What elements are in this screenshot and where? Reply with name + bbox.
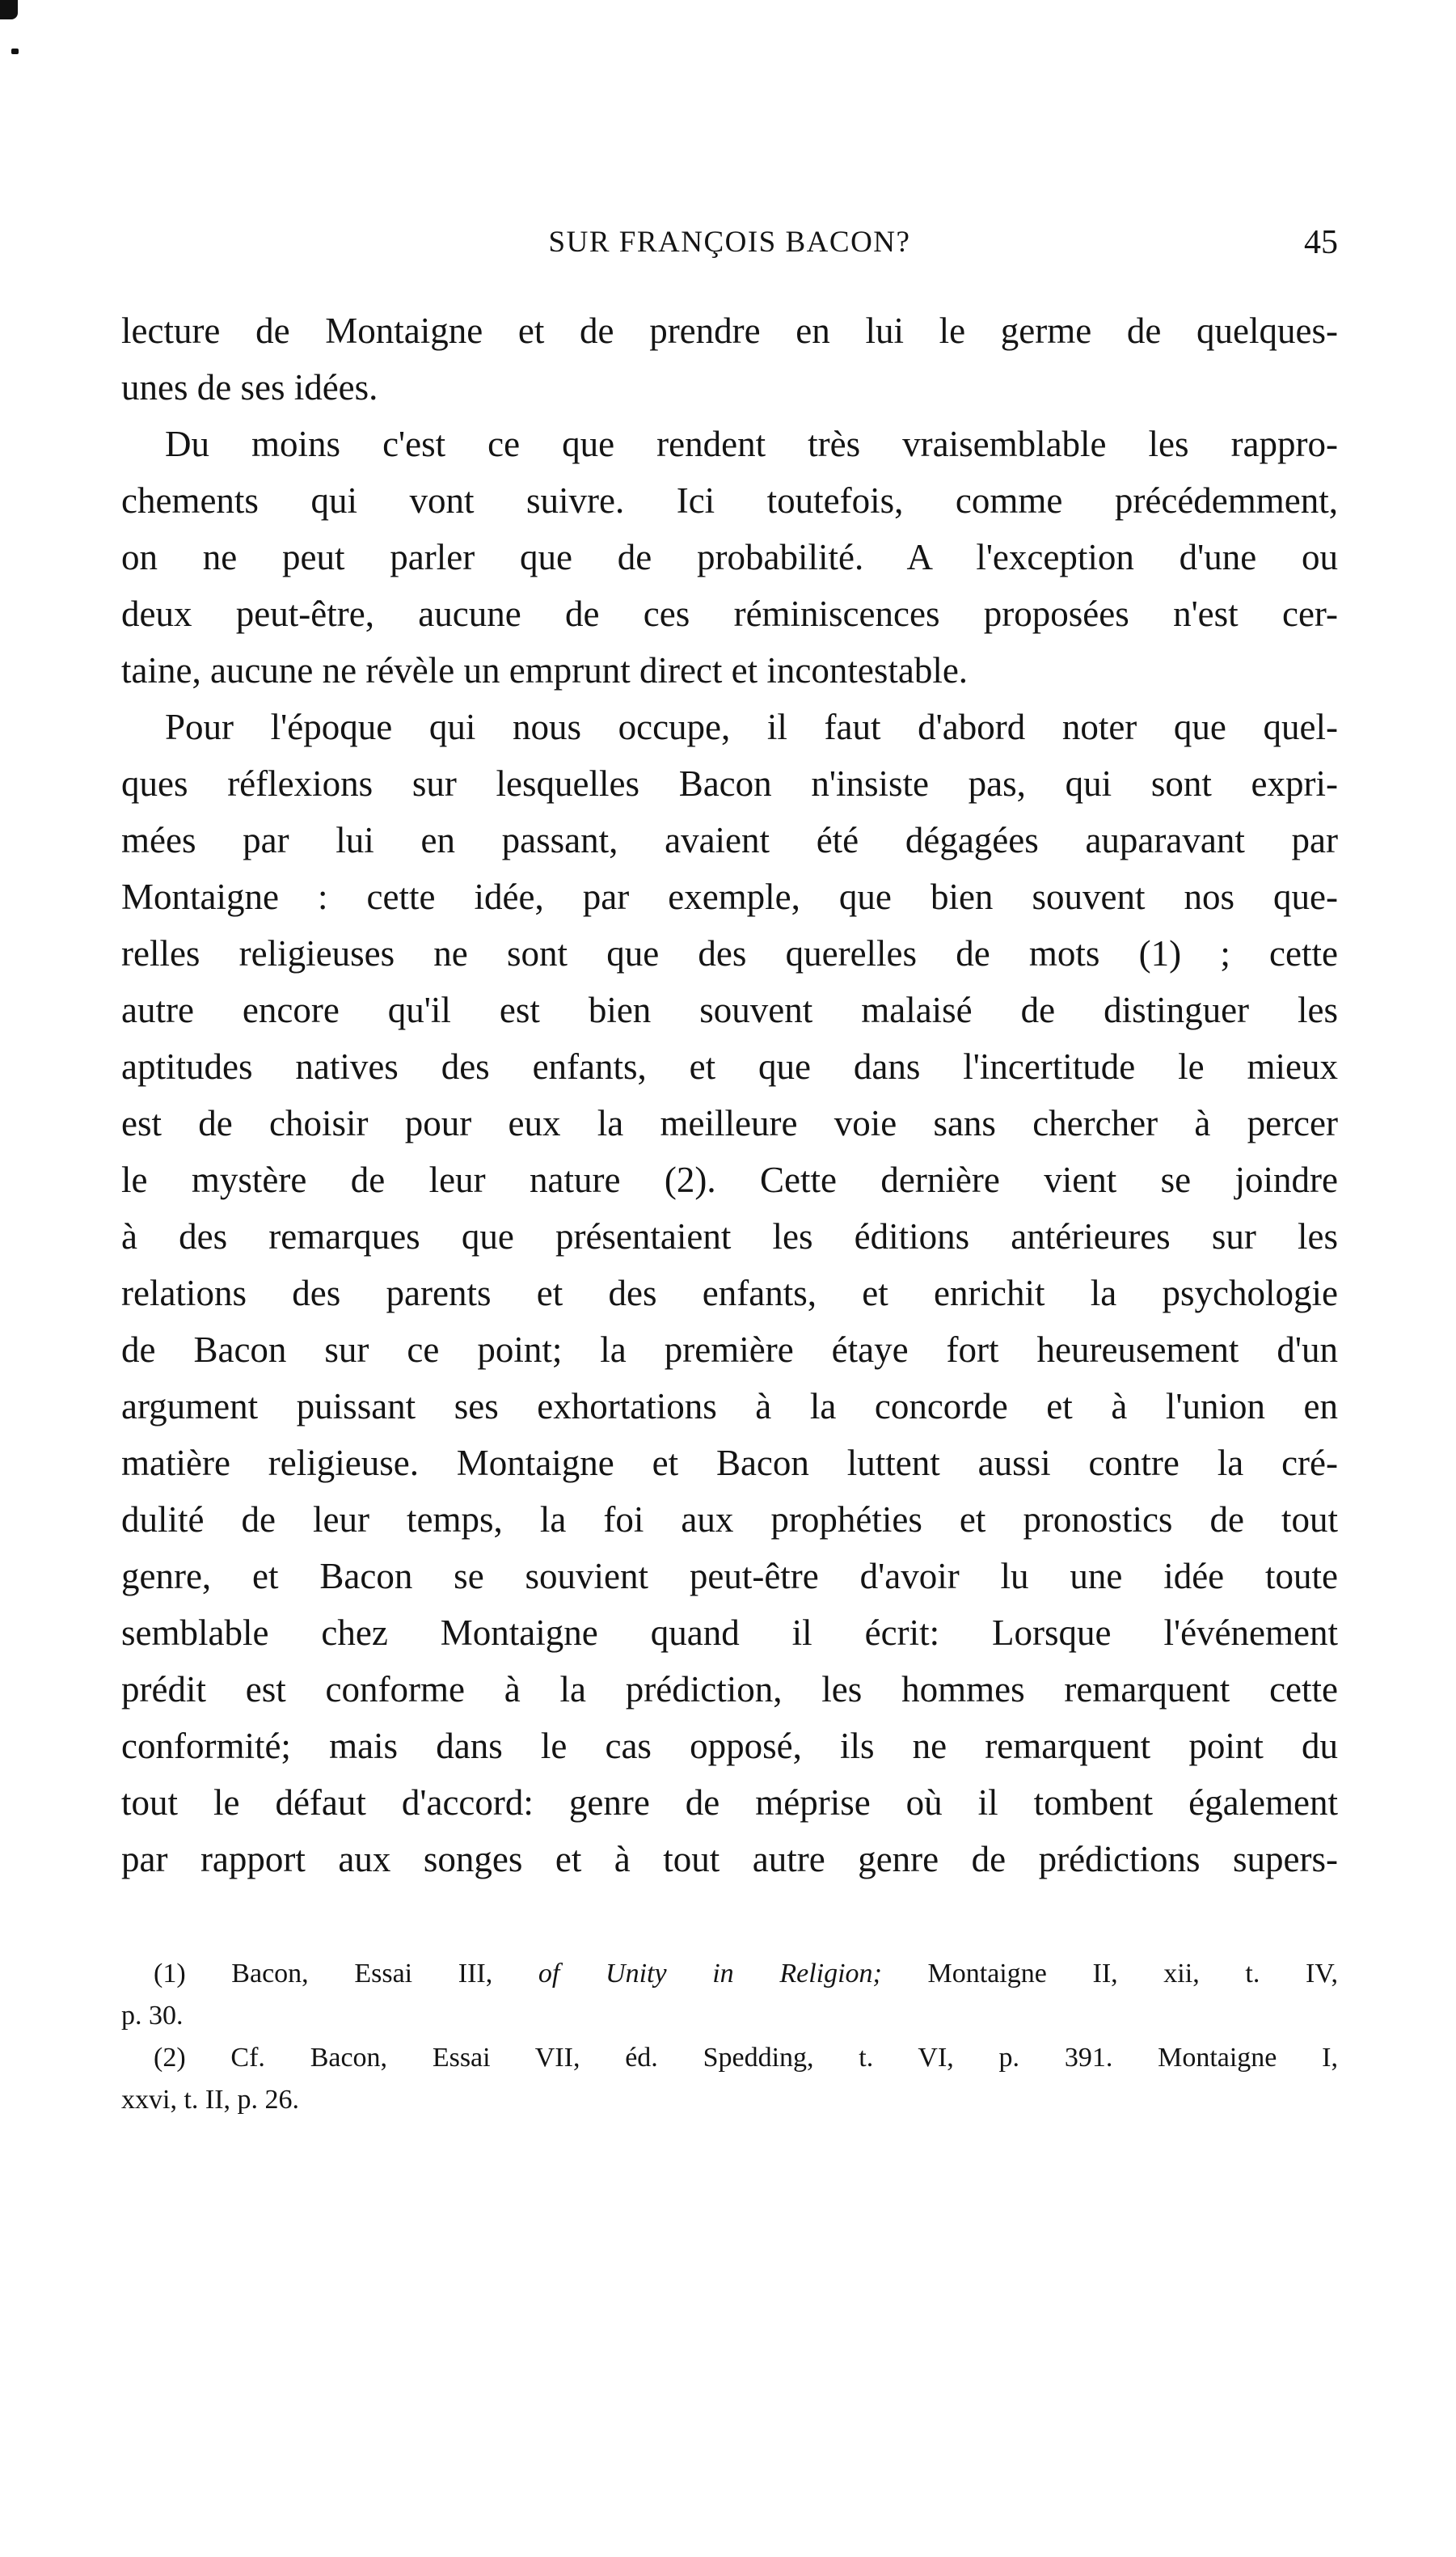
text-line: chements qui vont suivre. Ici toutefois, comme précédemment, <box>121 480 1338 521</box>
text-line: autre encore qu'il est bien souvent malaisé de distinguer les <box>121 990 1338 1030</box>
running-title: SUR FRANÇOIS BACON? <box>548 226 911 259</box>
text-line: Montaigne : cette idée, par exemple, que bien souvent nos que- <box>121 877 1338 917</box>
footnote-1-continuation: p. 30. <box>121 2001 184 2031</box>
text-line: matière religieuse. Montaigne et Bacon luttent aussi contre la cré- <box>121 1443 1338 1483</box>
text-line: tout le défaut d'accord: genre de méprise où il tombent également <box>121 1782 1338 1823</box>
text-line: lecture de Montaigne et de prendre en lui le germe de quelques- <box>121 311 1338 351</box>
text-line: Du moins c'est ce que rendent très vraisemblable les rappro- <box>165 424 1338 464</box>
footnote-1 <box>121 1953 1338 1995</box>
text-line: est de choisir pour eux la meilleure voie sans chercher à percer <box>121 1103 1338 1143</box>
text-line: relles religieuses ne sont que des querelles de mots (1) ; cette <box>121 933 1338 974</box>
text-line: le mystère de leur nature (2). Cette dernière vient se joindre <box>121 1160 1338 1200</box>
text-line: mées par lui en passant, avaient été dégagées auparavant par <box>121 820 1338 860</box>
text-line: deux peut-être, aucune de ces réminiscences proposées n'est cer- <box>121 594 1338 634</box>
text-line: argument puissant ses exhortations à la concorde et à l'union en <box>121 1386 1338 1426</box>
footnote-2: (2) Cf. Bacon, Essai VII, éd. Spedding, t. VI, p. 391. Montaigne I, <box>154 2043 1338 2073</box>
text-line: unes de ses idées. <box>121 367 378 408</box>
footnotes <box>121 1953 1338 2121</box>
footnote-1-lead: (1) Bacon, Essai III, <box>154 1959 538 1989</box>
text-line: taine, aucune ne révèle un emprunt direct et incontestable. <box>121 650 969 691</box>
footnote-2-continuation: xxvi, t. II, p. 26. <box>121 2085 300 2115</box>
text-line: de Bacon sur ce point; la première étaye fort heureusement d'un <box>121 1329 1338 1370</box>
text-line: à des remarques que présentaient les éditions antérieures sur les <box>121 1216 1338 1257</box>
text-line: aptitudes natives des enfants, et que dans l'incertitude le mieux <box>121 1046 1338 1087</box>
text-line: semblable chez Montaigne quand il écrit: Lorsque l'événement <box>121 1612 1338 1653</box>
text-line: par rapport aux songes et à tout autre genre de prédictions supers- <box>121 1839 1338 1879</box>
footnote-1-ref: Montaigne II, xii, t. IV, <box>881 1959 1338 1989</box>
text-line: prédit est conforme à la prédiction, les hommes remarquent cette <box>121 1669 1338 1710</box>
page-number: 45 <box>1304 224 1338 261</box>
scan-artifact-corner <box>0 0 18 19</box>
text-line: Pour l'époque qui nous occupe, il faut d'abord noter que quel- <box>165 707 1338 747</box>
running-head <box>121 225 1338 265</box>
scan-artifact-dot <box>11 49 19 54</box>
text-line: on ne peut parler que de probabilité. A l'exception d'une ou <box>121 537 1338 577</box>
text-line: dulité de leur temps, la foi aux prophéties et pronostics de tout <box>121 1499 1338 1540</box>
body-text <box>121 302 1338 1887</box>
text-line: relations des parents et des enfants, et enrichit la psychologie <box>121 1273 1338 1313</box>
text-line: conformité; mais dans le cas opposé, ils ne remarquent point du <box>121 1726 1338 1766</box>
footnote-1-title: of Unity in Religion; <box>538 1959 882 1989</box>
text-line: genre, et Bacon se souvient peut-être d'avoir lu une idée toute <box>121 1556 1338 1596</box>
text-line: ques réflexions sur lesquelles Bacon n'insiste pas, qui sont expri- <box>121 763 1338 804</box>
